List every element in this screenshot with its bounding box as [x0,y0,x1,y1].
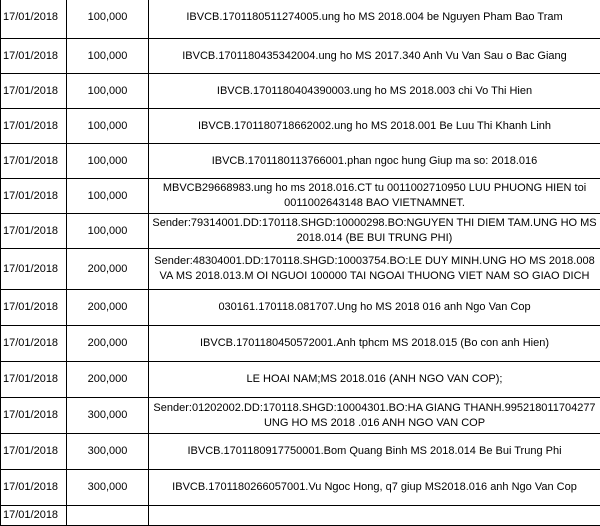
amount-cell: 200,000 [67,326,149,362]
table-row [1,109,600,144]
date-cell: 17/01/2018 [1,74,67,109]
date-cell: 17/01/2018 [1,109,67,144]
description-cell: IBVCB.1701180266057001.Vu Ngoc Hong, q7 giup MS2018.016 anh Ngo Van Cop [149,470,600,506]
description-cell: MBVCB29668983.ung ho ms 2018.016.CT tu 0011002710950 LUU PHUONG HIEN toi 0011002643148 BAO VIETNAMNET. [149,179,600,214]
table-row [1,470,600,506]
amount-cell: 200,000 [67,362,149,398]
date-cell: 17/01/2018 [1,144,67,179]
table-row [1,434,600,470]
table-row [1,0,600,39]
amount-cell: 100,000 [67,39,149,74]
description-cell: LE HOAI NAM;MS 2018.016 (ANH NGO VAN COP); [149,362,600,398]
table-row [1,290,600,326]
table-row [1,39,600,74]
amount-cell: 300,000 [67,398,149,434]
table-row [1,144,600,179]
amount-cell: 300,000 [67,434,149,470]
amount-cell: 100,000 [67,144,149,179]
amount-cell: 200,000 [67,290,149,326]
date-cell: 17/01/2018 [1,398,67,434]
description-cell: IBVCB.1701180113766001.phan ngoc hung Giup ma so: 2018.016 [149,144,600,179]
description-cell: IBVCB.1701180435342004.ung ho MS 2017.340 Anh Vu Van Sau o Bac Giang [149,39,600,74]
table-row [1,214,600,249]
amount-cell: 100,000 [67,0,149,39]
table-row [1,398,600,434]
description-cell: IBVCB.1701180718662002.ung ho MS 2018.001 Be Luu Thi Khanh Linh [149,109,600,144]
date-cell: 17/01/2018 [1,214,67,249]
date-cell: 17/01/2018 [1,290,67,326]
amount-cell: 100,000 [67,74,149,109]
description-cell: Sender:79314001.DD:170118.SHGD:10000298.BO:NGUYEN THI DIEM TAM.UNG HO MS 2018.014 (BE BUI TRUNG PHI) [149,214,600,249]
description-cell: IBVCB.1701180511274005.ung ho MS 2018.004 be Nguyen Pham Bao Tram [149,0,600,39]
description-cell: Sender:01202002.DD:170118.SHGD:10004301.BO:HA GIANG THANH.995218011704277 UNG HO MS 2018 .016 ANH NGO VAN COP [149,398,600,434]
date-cell: 17/01/2018 [1,362,67,398]
amount-cell: 100,000 [67,214,149,249]
amount-cell: 200,000 [67,249,149,290]
date-cell: 17/01/2018 [1,179,67,214]
table-row [1,362,600,398]
description-cell: IBVCB.1701180917750001.Bom Quang Binh MS 2018.014 Be Bui Trung Phi [149,434,600,470]
description-cell: Sender:48304001.DD:170118.SHGD:10003754.BO:LE DUY MINH.UNG HO MS 2018.008 VA MS 2018.013.M OI NGUOI 100000 TAI NGOAI THUONG VIET NAM SO GIAO DICH [149,249,600,290]
table-row [1,179,600,214]
table-row [1,326,600,362]
date-cell: 17/01/2018 [1,0,67,39]
date-cell: 17/01/2018 [1,506,67,526]
date-cell: 17/01/2018 [1,326,67,362]
description-cell: IBVCB.1701180450572001.Anh tphcm MS 2018.015 (Bo con anh Hien) [149,326,600,362]
date-cell: 17/01/2018 [1,39,67,74]
table-row [1,249,600,290]
amount-cell: 300,000 [67,470,149,506]
description-cell: 030161.170118.081707.Ung ho MS 2018 016 anh Ngo Van Cop [149,290,600,326]
table-row [1,74,600,109]
amount-cell: 100,000 [67,179,149,214]
date-cell: 17/01/2018 [1,249,67,290]
description-cell: IBVCB.1701180404390003.ung ho MS 2018.003 chi Vo Thi Hien [149,74,600,109]
date-cell: 17/01/2018 [1,470,67,506]
amount-cell: 100,000 [67,109,149,144]
date-cell: 17/01/2018 [1,434,67,470]
